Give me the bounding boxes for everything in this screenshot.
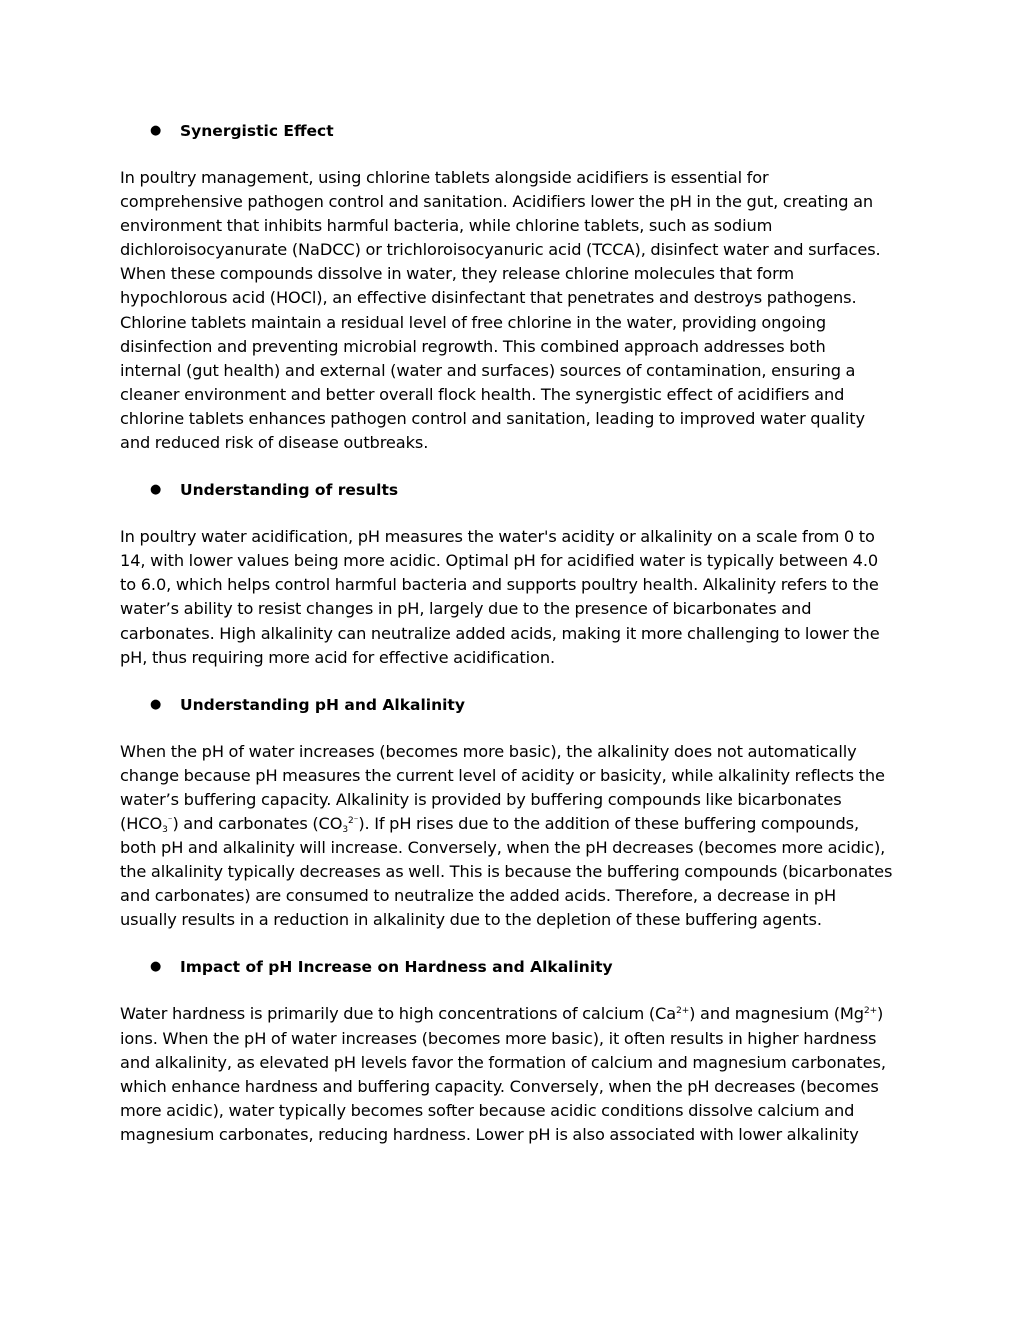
- text-line: carbonates. High alkalinity can neutralize added acids, making it more challenging to lower the: [120, 623, 880, 643]
- heading-text: Understanding pH and Alkalinity: [180, 695, 465, 714]
- text-line: hypochlorous acid (HOCl), an effective disinfectant that penetrates and destroys pathogens.: [120, 288, 857, 308]
- text-line: the alkalinity typically decreases as well. This is because the buffering compounds (bicarbonates: [120, 862, 893, 882]
- formula-text: ) and magnesium (Mg: [689, 1004, 864, 1024]
- section-heading: [120, 117, 910, 145]
- text-line: to 6.0, which helps control harmful bacteria and supports poultry health. Alkalinity refers to the: [120, 575, 879, 595]
- text-line: more acidic), water typically becomes softer because acidic conditions dissolve calcium and: [120, 1100, 855, 1120]
- text-line: chlorine tablets enhances pathogen control and sanitation, leading to improved water quality: [120, 408, 865, 428]
- section-heading: [120, 476, 910, 504]
- superscript: 2+: [676, 1006, 690, 1017]
- text-line: ions. When the pH of water increases (becomes more basic), it often results in higher hardness: [120, 1028, 877, 1048]
- section-heading: [120, 953, 910, 981]
- text-line: and reduced risk of disease outbreaks.: [120, 433, 429, 453]
- superscript: ⁻: [167, 815, 173, 826]
- bullet-icon: ●: [150, 959, 162, 975]
- bullet-icon: ●: [150, 482, 162, 498]
- bullet-icon: ●: [150, 123, 162, 138]
- text-line: internal (gut health) and external (water and surfaces) sources of contamination, ensuring a: [120, 360, 856, 380]
- text-line: magnesium carbonates, reducing hardness. Lower pH is also associated with lower alkalinity: [120, 1124, 859, 1144]
- subscript: 3: [342, 824, 349, 835]
- text-line: In poultry water acidification, pH measures the water's acidity or alkalinity on a scale from 0 to: [120, 527, 875, 547]
- formula-text: ). If pH rises due to the addition of these buffering compounds,: [358, 813, 860, 833]
- text-line: dichloroisocyanurate (NaDCC) or trichloroisocyanuric acid (TCCA), disinfect water and surfaces.: [120, 240, 881, 260]
- heading-text: Synergistic Effect: [180, 122, 334, 140]
- text-line: pH, thus requiring more acid for effective acidification.: [120, 647, 556, 667]
- paragraph-hardness-alkalinity: [120, 1002, 910, 1147]
- superscript: 2+: [863, 1006, 878, 1017]
- text-line: When these compounds dissolve in water, they release chlorine molecules that form: [120, 264, 795, 284]
- text-line: water’s buffering capacity. Alkalinity is provided by buffering compounds like bicarbonates: [120, 789, 842, 809]
- text-line: cleaner environment and better overall flock health. The synergistic effect of acidifiers and: [120, 384, 845, 404]
- formula-text: Water hardness is primarily due to high concentrations of calcium (Ca: [120, 1004, 677, 1024]
- formula-text: (HCO: [120, 813, 163, 833]
- formula-text: ): [877, 1004, 884, 1024]
- subscript: 3: [162, 824, 168, 835]
- text-line: water’s ability to resist changes in pH, largely due to the presence of bicarbonates and: [120, 599, 812, 619]
- text-line: When the pH of water increases (becomes more basic), the alkalinity does not automatically: [120, 741, 857, 761]
- text-line: In poultry management, using chlorine tablets alongside acidifiers is essential for: [120, 168, 769, 187]
- text-line: disinfection and preventing microbial regrowth. This combined approach addresses both: [120, 336, 826, 356]
- paragraph-understanding-results: [120, 525, 910, 670]
- text-line: environment that inhibits harmful bacteria, while chlorine tablets, such as sodium: [120, 216, 773, 236]
- text-line: Chlorine tablets maintain a residual level of free chlorine in the water, providing ongoing: [120, 312, 827, 332]
- section-heading: [120, 691, 910, 719]
- text-line: 14, with lower values being more acidic. Optimal pH for acidified water is typically between 4.0: [120, 551, 879, 571]
- heading-text: Understanding of results: [180, 481, 399, 500]
- formula-line: [120, 812, 910, 836]
- heading-text: Impact of pH Increase on Hardness and Alkalinity: [180, 958, 613, 977]
- text-line: comprehensive pathogen control and sanitation. Acidifiers lower the pH in the gut, creating an: [120, 192, 874, 212]
- text-line: and alkalinity, as elevated pH levels favor the formation of calcium and magnesium carbonates,: [120, 1052, 886, 1072]
- formula-line: [120, 1002, 910, 1026]
- text-line: both pH and alkalinity will increase. Conversely, when the pH decreases (becomes more acidic),: [120, 838, 886, 858]
- document-content: [120, 117, 910, 1168]
- superscript: 2⁻: [348, 815, 359, 826]
- text-line: usually results in a reduction in alkalinity due to the depletion of these buffering agents.: [120, 910, 822, 930]
- paragraph-synergistic-effect: [120, 166, 910, 455]
- paragraph-ph-alkalinity: [120, 740, 910, 933]
- text-line: and carbonates) are consumed to neutralize the added acids. Therefore, a decrease in pH: [120, 886, 837, 906]
- text-line: which enhance hardness and buffering capacity. Conversely, when the pH decreases (becomes: [120, 1076, 879, 1096]
- formula-text: ) and carbonates (CO: [172, 813, 343, 833]
- bullet-icon: ●: [150, 696, 162, 712]
- text-line: change because pH measures the current level of acidity or basicity, while alkalinity reflects the: [120, 765, 885, 785]
